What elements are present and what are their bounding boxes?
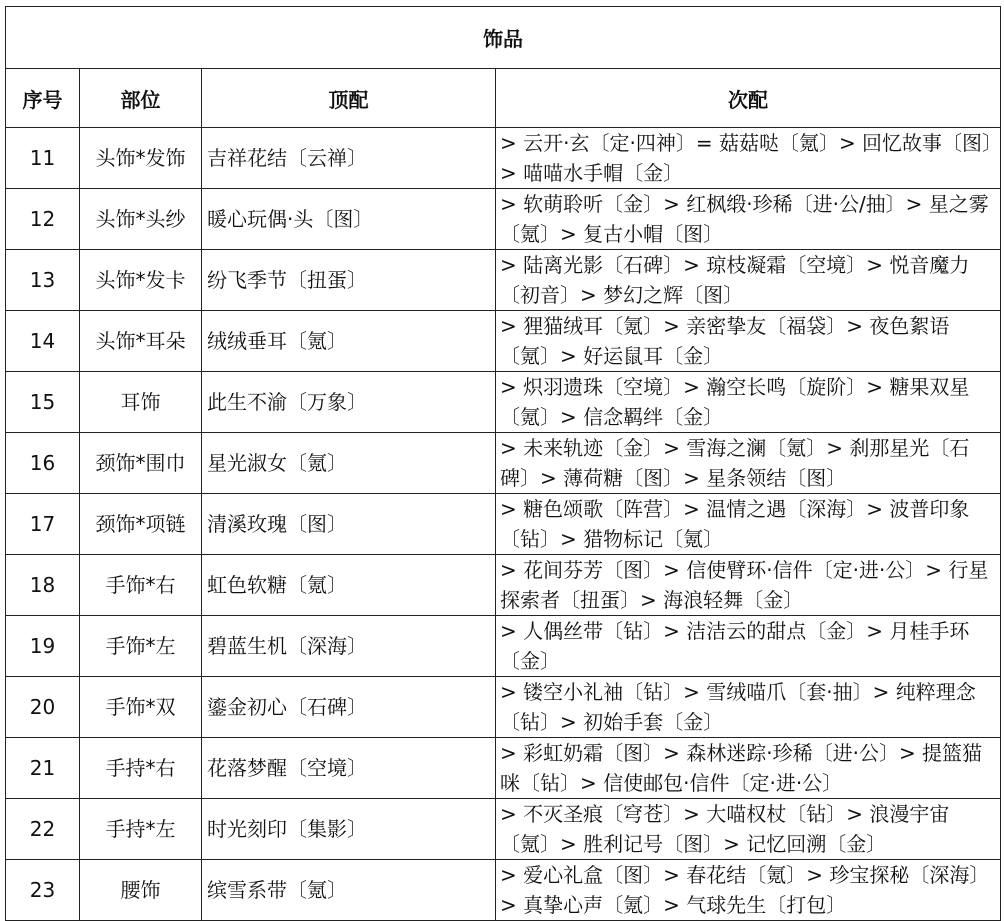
row-alt-config: > 糖色颂歌〔阵营〕> 温情之遇〔深海〕> 波普印象〔钻〕> 猎物标记〔氪〕 xyxy=(496,494,1001,555)
row-index: 13 xyxy=(6,250,80,311)
row-part: 颈饰*项链 xyxy=(80,494,202,555)
table-row xyxy=(6,189,1001,250)
row-top-config: 清溪玫瑰〔图〕 xyxy=(202,494,496,555)
row-alt-config: > 软萌聆听〔金〕> 红枫缎·珍稀〔进·公/抽〕> 星之雾〔氪〕> 复古小帽〔图〕 xyxy=(496,189,1001,250)
row-part: 手饰*双 xyxy=(80,677,202,738)
row-top-config: 缤雪系带〔氪〕 xyxy=(202,860,496,921)
row-part: 头饰*头纱 xyxy=(80,189,202,250)
row-index: 17 xyxy=(6,494,80,555)
row-alt-config: > 未来轨迹〔金〕> 雪海之澜〔氪〕> 刹那星光〔石碑〕> 薄荷糖〔图〕> 星条领结〔图〕 xyxy=(496,433,1001,494)
row-alt-config: > 花间芬芳〔图〕> 信使臂环·信件〔定·进·公〕> 行星探索者〔扭蛋〕> 海浪轻舞〔金〕 xyxy=(496,555,1001,616)
table-row xyxy=(6,311,1001,372)
row-top-config: 绒绒垂耳〔氪〕 xyxy=(202,311,496,372)
row-index: 19 xyxy=(6,616,80,677)
row-alt-config: > 陆离光影〔石碑〕> 琼枝凝霜〔空境〕> 悦音魔力〔初音〕> 梦幻之辉〔图〕 xyxy=(496,250,1001,311)
row-alt-config: > 炽羽遗珠〔空境〕> 瀚空长鸣〔旋阶〕> 糖果双星〔氪〕> 信念羁绊〔金〕 xyxy=(496,372,1001,433)
row-index: 20 xyxy=(6,677,80,738)
row-index: 22 xyxy=(6,799,80,860)
row-top-config: 碧蓝生机〔深海〕 xyxy=(202,616,496,677)
row-part: 手饰*左 xyxy=(80,616,202,677)
row-index: 14 xyxy=(6,311,80,372)
accessories-table xyxy=(5,6,1001,921)
row-alt-config: > 云开·玄〔定·四神〕= 菇菇哒〔氪〕> 回忆故事〔图〕> 喵喵水手帽〔金〕 xyxy=(496,128,1001,189)
row-top-config: 吉祥花结〔云禅〕 xyxy=(202,128,496,189)
header-index: 序号 xyxy=(6,69,80,128)
table-row xyxy=(6,494,1001,555)
header-part: 部位 xyxy=(80,69,202,128)
table-title: 饰品 xyxy=(6,7,1001,69)
row-part: 手饰*右 xyxy=(80,555,202,616)
header-alt-config: 次配 xyxy=(496,69,1001,128)
row-alt-config: > 狸猫绒耳〔氪〕> 亲密挚友〔福袋〕> 夜色絮语〔氪〕> 好运鼠耳〔金〕 xyxy=(496,311,1001,372)
row-alt-config: > 人偶丝带〔钻〕> 洁洁云的甜点〔金〕> 月桂手环〔金〕 xyxy=(496,616,1001,677)
row-index: 23 xyxy=(6,860,80,921)
row-top-config: 时光刻印〔集影〕 xyxy=(202,799,496,860)
row-part: 耳饰 xyxy=(80,372,202,433)
table-row xyxy=(6,738,1001,799)
table-row xyxy=(6,372,1001,433)
table-row xyxy=(6,616,1001,677)
row-alt-config: > 彩虹奶霜〔图〕> 森林迷踪·珍稀〔进·公〕> 提篮猫咪〔钻〕> 信使邮包·信件〔定·进·公〕 xyxy=(496,738,1001,799)
row-top-config: 鎏金初心〔石碑〕 xyxy=(202,677,496,738)
table-row xyxy=(6,860,1001,921)
row-top-config: 花落梦醒〔空境〕 xyxy=(202,738,496,799)
row-top-config: 虹色软糖〔氪〕 xyxy=(202,555,496,616)
row-index: 21 xyxy=(6,738,80,799)
row-index: 11 xyxy=(6,128,80,189)
row-index: 12 xyxy=(6,189,80,250)
table-row xyxy=(6,433,1001,494)
row-top-config: 暖心玩偶·头〔图〕 xyxy=(202,189,496,250)
row-index: 16 xyxy=(6,433,80,494)
row-part: 头饰*发饰 xyxy=(80,128,202,189)
table-row xyxy=(6,128,1001,189)
row-top-config: 星光淑女〔氪〕 xyxy=(202,433,496,494)
row-index: 18 xyxy=(6,555,80,616)
row-part: 腰饰 xyxy=(80,860,202,921)
row-part: 颈饰*围巾 xyxy=(80,433,202,494)
row-part: 手持*左 xyxy=(80,799,202,860)
row-index: 15 xyxy=(6,372,80,433)
row-alt-config: > 镂空小礼袖〔钻〕> 雪绒喵爪〔套·抽〕> 纯粹理念〔钻〕> 初始手套〔金〕 xyxy=(496,677,1001,738)
table-row xyxy=(6,677,1001,738)
table-row xyxy=(6,555,1001,616)
table-row xyxy=(6,250,1001,311)
row-alt-config: > 爱心礼盒〔图〕> 春花结〔氪〕> 珍宝探秘〔深海〕> 真挚心声〔氪〕> 气球先生〔打包〕 xyxy=(496,860,1001,921)
header-top-config: 顶配 xyxy=(202,69,496,128)
row-part: 头饰*发卡 xyxy=(80,250,202,311)
table-row xyxy=(6,799,1001,860)
row-alt-config: > 不灭圣痕〔穹苍〕> 大喵权杖〔钻〕> 浪漫宇宙〔氪〕> 胜利记号〔图〕> 记忆回溯〔金〕 xyxy=(496,799,1001,860)
row-part: 手持*右 xyxy=(80,738,202,799)
row-part: 头饰*耳朵 xyxy=(80,311,202,372)
row-top-config: 此生不渝〔万象〕 xyxy=(202,372,496,433)
row-top-config: 纷飞季节〔扭蛋〕 xyxy=(202,250,496,311)
